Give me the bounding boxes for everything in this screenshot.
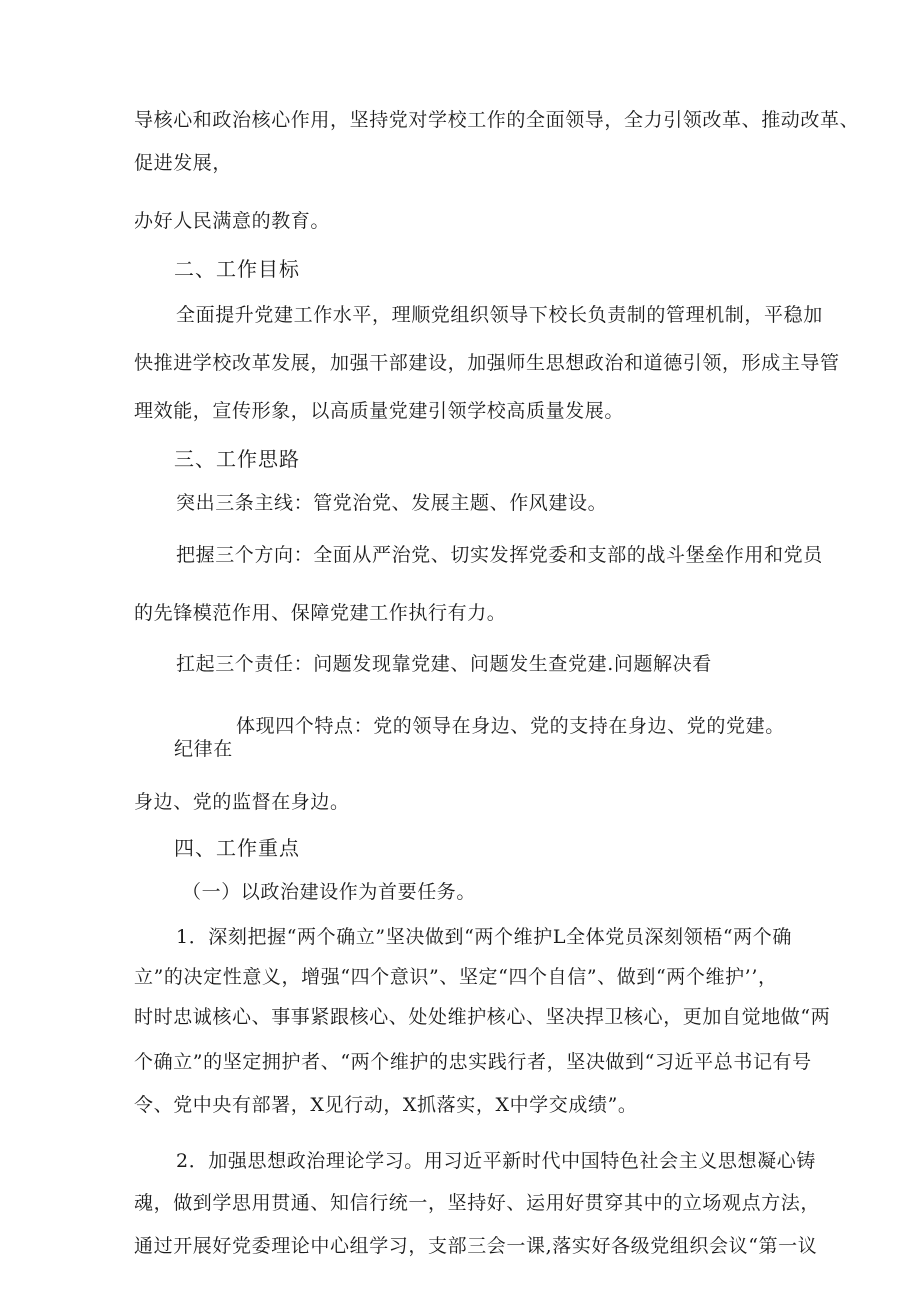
section-4-item-1-line-3: 时时忠诚核心、事事紧跟核心、处处维护核心、坚决捍卫核心，更加自觉地做“两 — [134, 1006, 831, 1028]
intro-line-3: 办好人民满意的教育。 — [134, 210, 331, 232]
section-2-line-1: 全面提升党建工作水平，理顺党组织领导下校长负责制的管理机制，平稳加 — [176, 304, 823, 326]
section-3-heading: 三、工作思路 — [174, 447, 300, 471]
section-4-item-2-line-3: 通过开展好党委理论中心组学习，支部三会一课,落实好各级党组织会议“第一议 — [134, 1235, 818, 1257]
section-2-line-2: 快推进学校改革发展，加强干部建设，加强师生思想政治和道德引领，形成主导管 — [134, 352, 840, 374]
section-4-subheading-1: （一）以政治建设作为首要任务。 — [182, 881, 477, 903]
section-3-directions-line-2: 的先锋模范作用、保障党建工作执行有力。 — [134, 602, 507, 624]
section-3-features-line-1: 体现四个特点：党的领导在身边、党的支持在身边、党的党建。 — [236, 715, 785, 737]
intro-line-2: 促进发展， — [134, 152, 233, 174]
section-4-item-1-line-2: 立”的决定性意义，增强“四个意识”、坚定“四个自信”、做到“两个维护’’， — [134, 966, 778, 988]
section-3-features-line-2: 纪律在 — [174, 738, 233, 760]
section-4-heading: 四、工作重点 — [174, 836, 300, 860]
section-4-item-2-line-2: 魂，做到学思用贯通、知信行统一，坚持好、运用好贯穿其中的立场观点方法， — [134, 1192, 821, 1214]
section-4-item-1-line-5: 令、党中央有部署，X见行动，X抓落实，X中学交成绩”。 — [134, 1094, 638, 1116]
section-4-item-1-line-4: 个确立”的坚定拥护者、“两个维护的忠实践行者，坚决做到“习近平总书记有号 — [134, 1051, 812, 1073]
section-3-features-line-3: 身边、党的监督在身边。 — [134, 791, 350, 813]
section-3-responsibilities: 扛起三个责任：问题发现靠党建、问题发生查党建.问题解决看 — [176, 653, 712, 675]
section-2-heading: 二、工作目标 — [174, 257, 300, 281]
section-3-main-lines: 突出三条主线：管党治党、发展主题、作风建设。 — [176, 492, 608, 514]
section-4-item-1-line-1: 1．深刻把握“两个确立”坚决做到“两个维护L全体党员深刻领梧“两个确 — [176, 926, 792, 948]
section-4-item-2-line-1: 2．加强思想政治理论学习。用习近平新时代中国特色社会主义思想凝心铸 — [176, 1150, 816, 1172]
section-2-line-3: 理效能，宣传形象，以高质量党建引领学校高质量发展。 — [134, 400, 625, 422]
section-3-directions-line-1: 把握三个方向：全面从严治党、切实发挥党委和支部的战斗堡垒作用和党员 — [176, 544, 823, 566]
intro-line-1: 导核心和政治核心作用，坚持党对学校工作的全面领导，全力引领改革、推动改革、 — [134, 109, 860, 131]
